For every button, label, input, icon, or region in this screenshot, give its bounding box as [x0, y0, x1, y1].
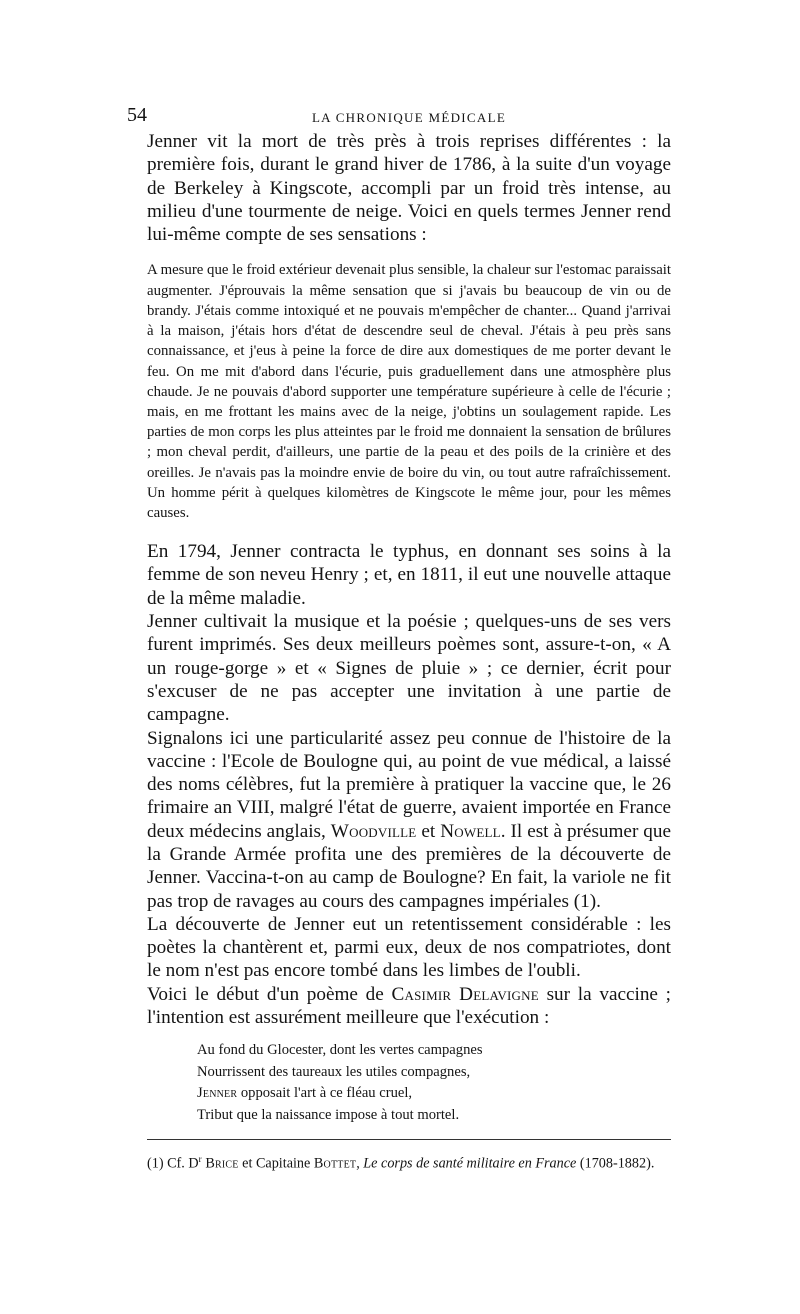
- block-quote: [147, 260, 671, 523]
- footnote-dates: (1708-1882).: [576, 1156, 655, 1173]
- footnote-name-bottet: Bottet: [313, 1156, 357, 1173]
- paragraph-6-text-b: sur la vaccine ; l'intention est assurément meilleure que l'exécution :: [147, 983, 672, 1029]
- poem-line-2: Nourrissent des taureaux les utiles compagnes,: [197, 1063, 471, 1080]
- page-number: 54: [127, 104, 147, 126]
- poem-line-4: Tribut que la naissance impose à tout mortel.: [197, 1106, 460, 1123]
- poet-name: Casimir Delavigne: [391, 983, 539, 1005]
- footnote-divider: [147, 1139, 671, 1140]
- quote-text: A mesure que le froid extérieur devenait plus sensible, la chaleur sur l'estomac paraissait augmenter. J'éprouvais la même sensation que si j'avais bu beaucoup de vin ou de brandy. J'étais comme intoxiqué et ne pouvais m'empêcher de chanter... Quand j'arrivai à la maison, j'étais hors d'état de descendre seul de cheval. J'étais à peu près sans connaissance, et j'eus à peine la force de dire aux domestiques de me porter devant le feu. On me mit d'abord dans l'écurie, puis graduellement dans une atmosphère plus chaude. Je ne pouvais d'abord supporter une température supérieure à celle de l'écurie ; mais, en me frottant les mains avec de la neige, j'obtins un soulagement rapide. Les parties de mon corps les plus atteintes par le froid me donnaient la sensation de brûlures ; mon cheval perdit, d'ailleurs, une partie de la peau et des poils de la crinière et des oreilles. Je n'avais pas la moindre envie de boire du vin, ou tout autre rafraîchissement. Un homme périt à quelques kilomètres de Kingscote le même jour, pour les mêmes causes.: [147, 262, 671, 521]
- paragraph-6: [147, 983, 671, 1030]
- page-header: [127, 100, 671, 130]
- footnote-mid: et Capitaine: [238, 1156, 314, 1173]
- poem-line-3: [197, 1083, 671, 1105]
- running-title: LA CHRONIQUE MÉDICALE: [311, 110, 507, 125]
- article-body-continued: [147, 540, 671, 1029]
- paragraph-4-text-b: et: [416, 820, 441, 842]
- footnote-sup: r: [198, 1154, 202, 1165]
- poem-line-1: Au fond du Glocester, dont les vertes campagnes: [197, 1042, 483, 1059]
- paragraph-5: La découverte de Jenner eut un retentissement considérable : les poètes la chantèrent et, parmi eux, deux de nos compatriotes, dont le nom n'est pas encore tombé dans les limbes de l'oubli.: [147, 913, 671, 982]
- paragraph-4-text-a: Signalons ici une particularité assez peu connue de l'histoire de la vaccine : l'Ecole de Boulogne qui, au point de vue médical, a laissé des noms célèbres, fut la première à pratiquer la vaccine que, le 26 frimaire an VIII, malgré l'état de guerre, avaient importée en France deux médecins anglais,: [147, 727, 671, 842]
- poem-name-jenner: Jenner: [197, 1085, 238, 1102]
- footnote-book-title: Le corps de santé militaire en France: [363, 1156, 577, 1173]
- document-page: [127, 100, 672, 1173]
- poem-line-3-rest: opposait l'art à ce fléau cruel,: [237, 1085, 413, 1102]
- poem-excerpt: [197, 1040, 671, 1126]
- author-name-woodville: Woodville: [330, 820, 417, 842]
- footnote-name-brice: Brice: [201, 1156, 239, 1173]
- paragraph-2: En 1794, Jenner contracta le typhus, en donnant ses soins à la femme de son neveu Henry ; et, en 1811, il eut une nouvelle attaque de la même maladie.: [147, 541, 671, 609]
- author-name-nowell: Nowell: [440, 820, 501, 842]
- footnote: [147, 1150, 671, 1173]
- paragraph-1: Jenner vit la mort de très près à trois reprises différentes : la première fois, durant le grand hiver de 1786, à la suite d'un voyage de Berkeley à Kingscote, accompli par un froid très intense, au milieu d'une tourmente de neige. Voici en quels termes Jenner rend lui-même compte de ses sensations :: [147, 131, 671, 246]
- paragraph-6-text-a: Voici le début d'un poème de: [147, 983, 392, 1005]
- footnote-comma: ,: [356, 1156, 364, 1173]
- footnote-marker: (1) Cf. D: [147, 1156, 199, 1173]
- paragraph-4: [147, 727, 671, 913]
- paragraph-4-text-c: . Il est à présumer que la Grande Armée profita une des premières de la découverte de Jenner. Vaccina-t-on au camp de Boulogne? En fait, la variole ne fit pas trop de ravages au cours des campagnes impériales (1).: [147, 820, 671, 912]
- paragraph-3: Jenner cultivait la musique et la poésie ; quelques-uns de ses vers furent imprimés. Ses deux meilleurs poèmes sont, assure-t-on, « A un rouge-gorge » et « Signes de pluie » ; ce dernier, écrit pour s'excuser de ne pas accepter une invitation à une partie de campagne.: [147, 611, 671, 726]
- article-body: [147, 130, 671, 246]
